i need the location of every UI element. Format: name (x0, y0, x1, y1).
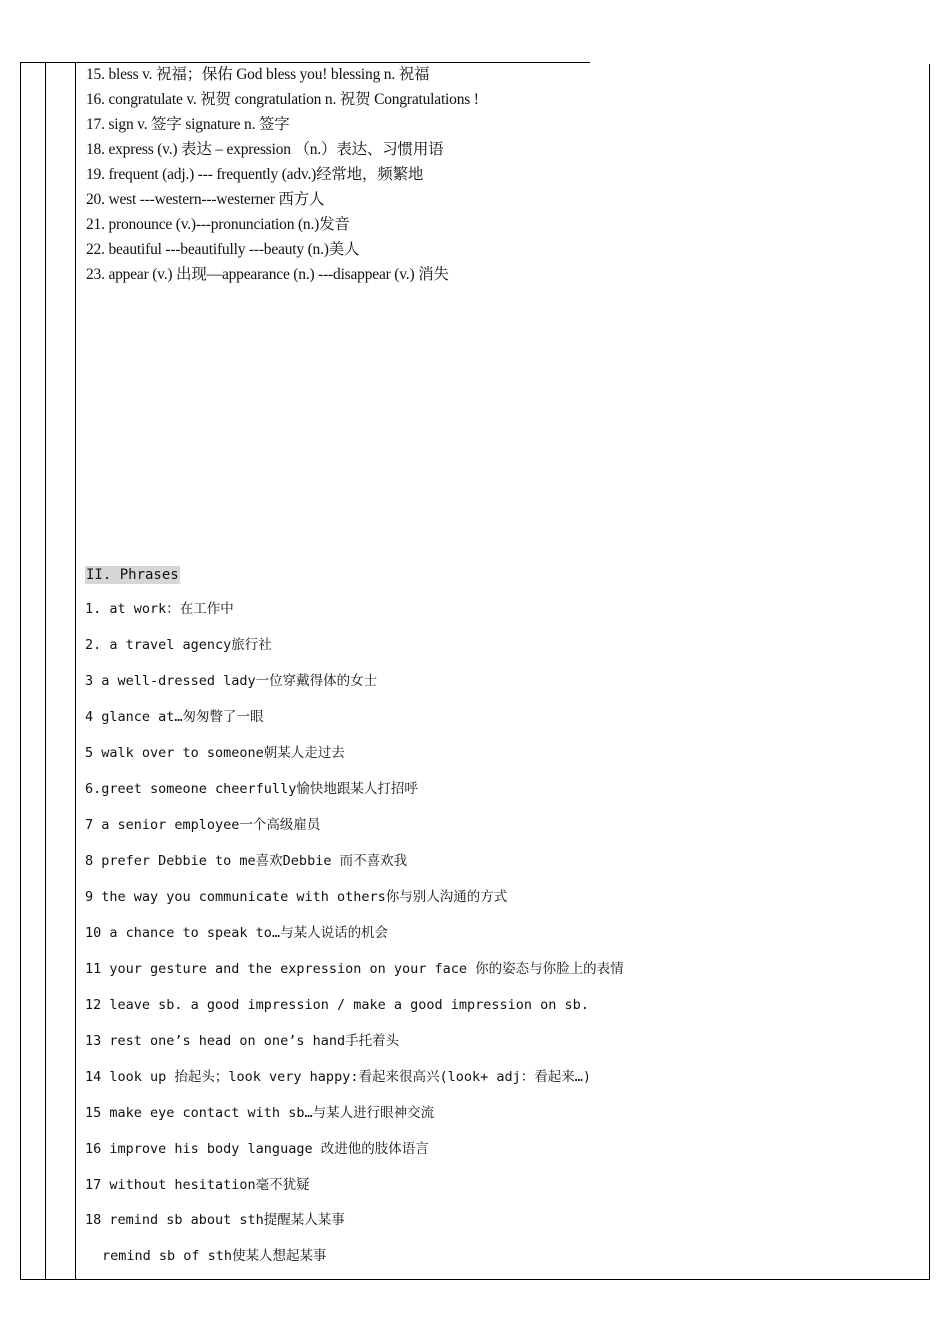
vocab-item: 19. frequent (adj.) --- frequently (adv.)经常地，频繁地 (86, 166, 424, 183)
phrase-item: 11 your gesture and the expression on your face 你的姿态与你脸上的表情 (85, 961, 624, 977)
phrase-item: 17 without hesitation毫不犹疑 (85, 1177, 310, 1193)
vocab-item: 17. sign v. 签字 signature n. 签字 (86, 116, 290, 133)
phrase-item: 14 look up 抬起头；look very happy:看起来很高兴(look+ adj：看起来…) (85, 1069, 591, 1085)
phrase-item: remind sb of sth使某人想起某事 (102, 1248, 327, 1264)
vocab-item: 18. express (v.) 表达 – expression （n.）表达、习惯用语 (86, 141, 444, 158)
vocabulary-list (86, 62, 479, 287)
vocab-item: 20. west ---western---westerner 西方人 (86, 191, 325, 208)
phrase-item: 3 a well-dressed lady一位穿戴得体的女士 (85, 673, 378, 689)
section-heading-phrases: II. Phrases (86, 567, 179, 583)
top-border-gap (590, 61, 931, 64)
phrase-item: 7 a senior employee一个高级雇员 (85, 817, 321, 833)
phrase-item: 9 the way you communicate with others你与别人沟通的方式 (85, 889, 508, 905)
phrase-item: 12 leave sb. a good impression / make a good impression on sb. (85, 997, 589, 1013)
vocab-item: 15. bless v. 祝福；保佑 God bless you! blessing n. 祝福 (86, 66, 430, 83)
phrase-item: 4 glance at…匆匆瞥了一眼 (85, 709, 264, 725)
phrase-item: 6.greet someone cheerfully愉快地跟某人打招呼 (85, 781, 418, 797)
phrase-item: 15 make eye contact with sb…与某人进行眼神交流 (85, 1105, 435, 1121)
phrase-item: 10 a chance to speak to…与某人说话的机会 (85, 925, 389, 941)
phrase-item: 13 rest one’s head on one’s hand手托着头 (85, 1033, 400, 1049)
phrase-item: 18 remind sb about sth提醒某人某事 (85, 1212, 345, 1228)
phrase-item: 8 prefer Debbie to me喜欢Debbie 而不喜欢我 (85, 853, 408, 869)
phrase-item: 1. at work：在工作中 (85, 601, 234, 617)
phrase-item: 2. a travel agency旅行社 (85, 637, 272, 653)
column-divider-1 (45, 62, 46, 1280)
vocab-item: 22. beautiful ---beautifully ---beauty (n.)美人 (86, 241, 360, 258)
phrase-item: 5 walk over to someone朝某人走过去 (85, 745, 345, 761)
vocab-item: 21. pronounce (v.)---pronunciation (n.)发音 (86, 216, 350, 233)
vocab-item: 16. congratulate v. 祝贺 congratulation n. 祝贺 Congratulations ! (86, 91, 479, 108)
phrase-item: 16 improve his body language 改进他的肢体语言 (85, 1141, 429, 1157)
vocab-item: 23. appear (v.) 出现—appearance (n.) ---disappear (v.) 消失 (86, 266, 449, 283)
column-divider-2 (75, 62, 76, 1280)
